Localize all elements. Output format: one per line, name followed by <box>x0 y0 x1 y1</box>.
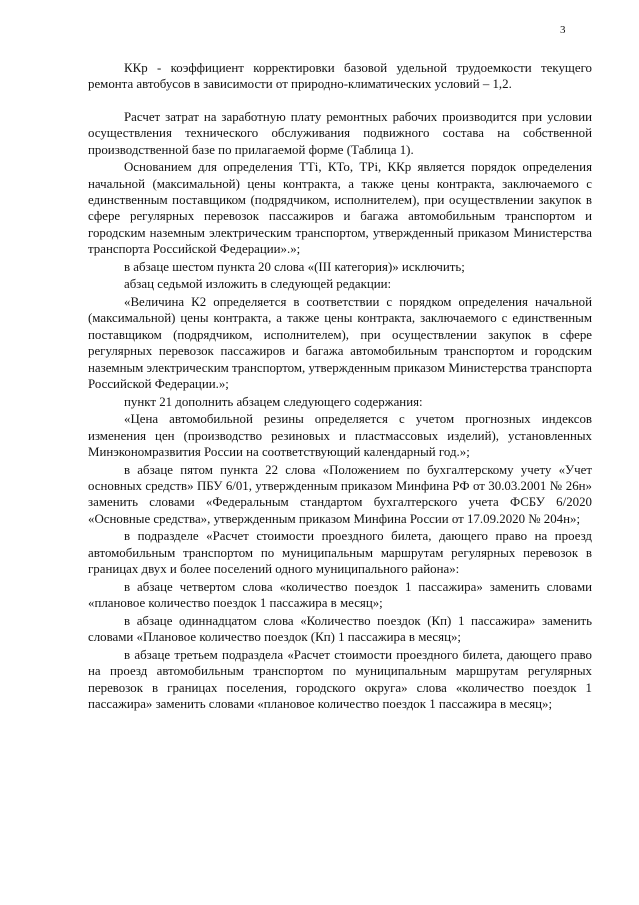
paragraph-k2-value: «Величина К2 определяется в соответствии с порядком определения начальной (максимальной) цены контракта, а также цены контракта, заключаемого с единственным поставщиком (подрядчиком, исполнителем), при осуществлении закупок в сфере регулярных перевозок пассажиров и багажа автомобильным транспортом и городским наземным электрическим транспортом, утвержденным приказом Министерства транспорта Российской Федерации.»; <box>88 295 592 392</box>
paragraph-amend-item-20: в абзаце шестом пункта 20 слова «(III категория)» исключить; <box>124 259 465 274</box>
paragraph-tire-price: «Цена автомобильной резины определяется с учетом прогнозных индексов изменения цен (производство резиновых и пластмассовых изделий), установленных Минэкономразвития России на соответствующий календарный год.»; <box>88 412 592 460</box>
paragraph-seventh-edition: абзац седьмой изложить в следующей редакции: <box>124 277 392 292</box>
paragraph-third-paragraph-change: в абзаце третьем подраздела «Расчет стоимости проездного билета, дающего право на проезд автомобильным транспортом по муниципальным маршрутам регулярных перевозок в границах поселения, городского округа» слова «количество поездок 1 пассажира» заменить словами «плановое количество поездок 1 пассажира в месяц»; <box>88 647 592 712</box>
paragraph-basis-definition: Основанием для определения ТТi, КТо, ТPi, ККр является порядок определения начальной (максимальной) цены контракта, а также цены контракта, заключаемого с единственным поставщиком (подрядчиком, исполнителем), при осуществлении закупок в сфере регулярных перевозок пассажиров и багажа автомобильным транспортом и городским наземным электрическим транспортом, утвержденный приказом Министерства транспорта Российской Федерации».»; <box>88 160 592 257</box>
paragraph-amend-item-21: пункт 21 дополнить абзацем следующего содержания: <box>124 394 423 409</box>
paragraph-kkr-coefficient: ККр - коэффициент корректировки базовой удельной трудоемкости текущего ремонта автобусов в зависимости от природно-климатических условий – 1,2. <box>88 61 592 92</box>
paragraph-eleventh-paragraph-change: в абзаце одиннадцатом слова «Количество поездок (Кп) 1 пассажира» заменить словами «Плановое количество поездок (Кп) 1 пассажира в месяц»; <box>88 613 592 645</box>
paragraph-fourth-paragraph-change: в абзаце четвертом слова «количество поездок 1 пассажира» заменить словами «плановое количество поездок 1 пассажира в месяц»; <box>88 579 592 611</box>
page-number: 3 <box>560 24 566 36</box>
paragraph-salary-calculation: Расчет затрат на заработную плату ремонтных рабочих производится при условии осуществления технического обслуживания подвижного состава на собственной производственной базе по прилагаемой форме (Таблица 1). <box>88 109 592 157</box>
paragraph-subsection-ticket-cost: в подразделе «Расчет стоимости проездного билета, дающего право на проезд автомобильным транспортом по муниципальным маршрутам регулярных перевозок в границах двух и более поселений одного муниципального района»: <box>88 529 592 577</box>
document-body <box>88 60 592 713</box>
paragraph-amend-item-22: в абзаце пятом пункта 22 слова «Положением по бухгалтерскому учету «Учет основных средств» ПБУ 6/01, утвержденным приказом Минфина РФ от 30.03.2001 № 26н» заменить словами «Федеральным стандартом бухгалтерского учета ФСБУ 6/2020 «Основные средства», утвержденным приказом Минфина России от 17.09.2020 № 204н»; <box>88 462 592 526</box>
